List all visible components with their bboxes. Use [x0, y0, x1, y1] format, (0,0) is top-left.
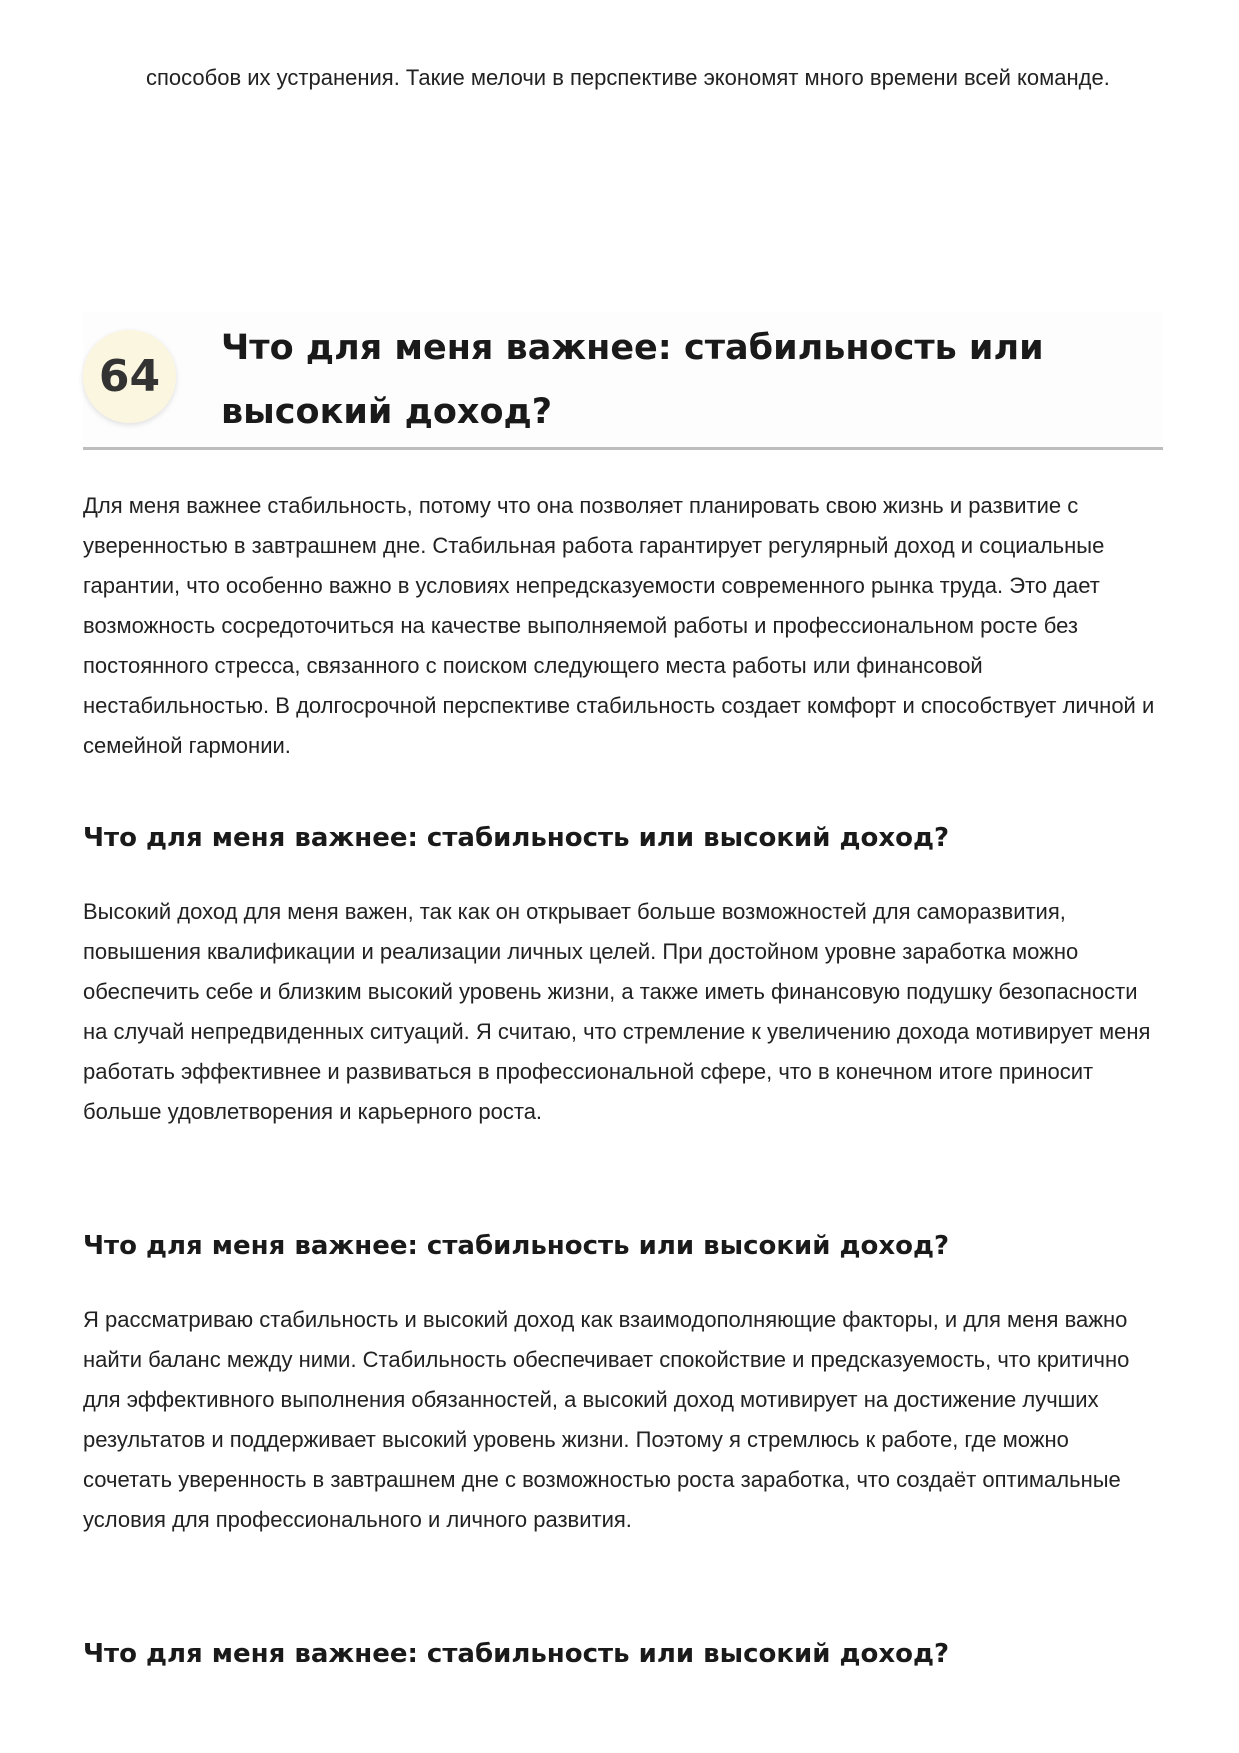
question-title: Что для меня важнее: стабильность или высокий доход?: [221, 328, 1044, 432]
answer-paragraph-3: Я рассматриваю стабильность и высокий доход как взаимодополняющие факторы, и для меня важно найти баланс между ними. Стабильность обеспечивает спокойствие и предсказуемость, что критично для эффективного выполнения обязанностей, а высокий доход мотивирует на достижение лучших результатов и поддерживает высокий уровень жизни. Поэтому я стремлюсь к работе, где можно сочетать уверенность в завтрашнем дне с возможностью роста заработка, что создаёт оптимальные условия для профессионального и личного развития.: [83, 1307, 1130, 1532]
answer-paragraph-2: Высокий доход для меня важен, так как он открывает больше возможностей для саморазвития, повышения квалификации и реализации личных целей. При достойном уровне заработка можно обеспечить себе и близким высокий уровень жизни, а также иметь финансовую подушку безопасности на случай непредвиденных ситуаций. Я считаю, что стремление к увеличению дохода мотивирует меня работать эффективнее и развиваться в профессиональной сфере, что в конечном итоге приносит больше удовлетворения и карьерного роста.: [83, 899, 1151, 1124]
answer-heading-3: Что для меня важнее: стабильность или высокий доход?: [83, 1231, 950, 1261]
answer-heading-4: Что для меня важнее: стабильность или высокий доход?: [83, 1639, 950, 1669]
intro-paragraph: способов их устранения. Такие мелочи в перспективе экономят много времени всей команде.: [146, 65, 1110, 90]
answer-heading-2: Что для меня важнее: стабильность или высокий доход?: [83, 823, 950, 853]
question-number-badge: 64: [83, 330, 176, 423]
question-header: [83, 312, 1163, 450]
answer-paragraph-1: Для меня важнее стабильность, потому что она позволяет планировать свою жизнь и развитие с уверенностью в завтрашнем дне. Стабильная работа гарантирует регулярный доход и социальные гарантии, что особенно важно в условиях непредсказуемости современного рынка труда. Это дает возможность сосредоточиться на качестве выполняемой работы и профессиональном росте без постоянного стресса, связанного с поиском следующего места работы или финансовой нестабильностью. В долгосрочной перспективе стабильность создает комфорт и способствует личной и семейной гармонии.: [83, 493, 1155, 758]
